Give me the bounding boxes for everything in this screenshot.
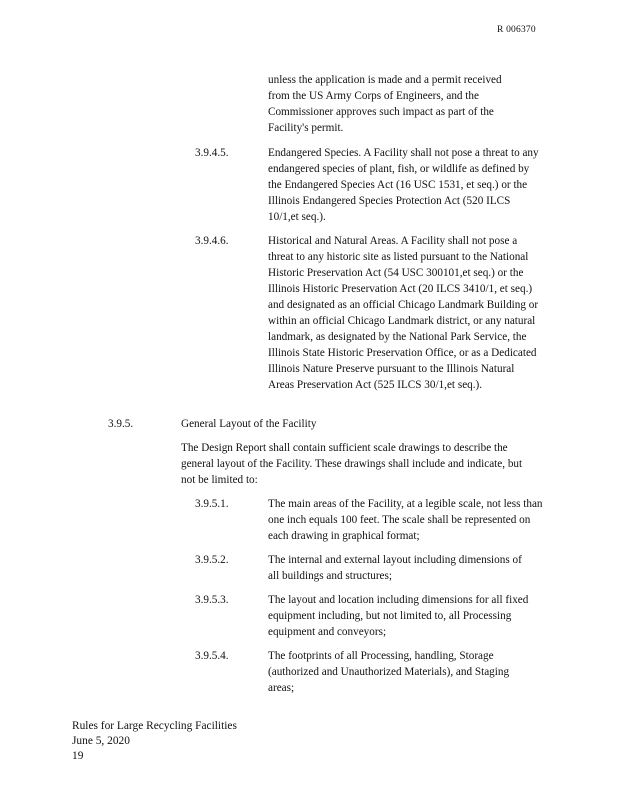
page-footer: [72, 719, 237, 764]
item-number-3-9-4-5: 3.9.4.5.: [195, 147, 229, 159]
section-number-3-9-5: 3.9.5.: [108, 418, 134, 430]
footer-date: June 5, 2020: [72, 735, 130, 747]
continuation-paragraph: unless the application is made and a permit received from the US Army Corps of Engineers, and the Commissioner approves such impact as part of the Facility's permit.: [268, 74, 502, 134]
item-text-3-9-5-2: The internal and external layout including dimensions of all buildings and structures;: [268, 554, 522, 582]
item-number-3-9-4-6: 3.9.4.6.: [195, 235, 229, 247]
item-text-3-9-5-4: The footprints of all Processing, handling, Storage (authorized and Unauthorized Materials), and Staging areas;: [268, 650, 510, 694]
document-id: R 006370: [497, 25, 536, 35]
footer-title: Rules for Large Recycling Facilities: [72, 720, 237, 732]
item-text-3-9-5-3: The layout and location including dimensions for all fixed equipment including, but not limited to, all Processing equipment and conveyors;: [268, 594, 529, 638]
item-number-3-9-5-2: 3.9.5.2.: [195, 554, 229, 566]
section-intro-3-9-5: The Design Report shall contain sufficient scale drawings to describe the general layout of the Facility. These drawings shall include and indicate, but not be limited to:: [181, 442, 523, 486]
item-text-3-9-4-6: Historical and Natural Areas. A Facility shall not pose a threat to any historic site as listed pursuant to the National Historic Preservation Act (54 USC 300101,et seq.) or the Illinois Historic Preservation Act (20 ILCS 3410/1, et seq.) and designated as an official Chicago Landmark Building or within an official Chicago Landmark district, or any natural landmark, as designated by the National Park Service, the Illinois State Historic Preservation Office, or as a Dedicated Illinois Nature Preserve pursuant to the Illinois Natural Areas Preservation Act (525 ILCS 30/1,et seq.).: [268, 235, 539, 391]
item-number-3-9-5-4: 3.9.5.4.: [195, 650, 229, 662]
item-text-3-9-5-1: The main areas of the Facility, at a legible scale, not less than one inch equals 100 feet. The scale shall be represented on each drawing in graphical format;: [268, 498, 543, 542]
item-text-3-9-4-5: Endangered Species. A Facility shall not pose a threat to any endangered species of plant, fish, or wildlife as defined by the Endangered Species Act (16 USC 1531, et seq.) or the Illinois Endangered Species Protection Act (520 ILCS 10/1,et seq.).: [268, 147, 539, 223]
item-number-3-9-5-3: 3.9.5.3.: [195, 594, 229, 606]
footer-page-number: 19: [72, 750, 84, 762]
section-title-3-9-5: General Layout of the Facility: [181, 418, 317, 430]
item-number-3-9-5-1: 3.9.5.1.: [195, 498, 229, 510]
